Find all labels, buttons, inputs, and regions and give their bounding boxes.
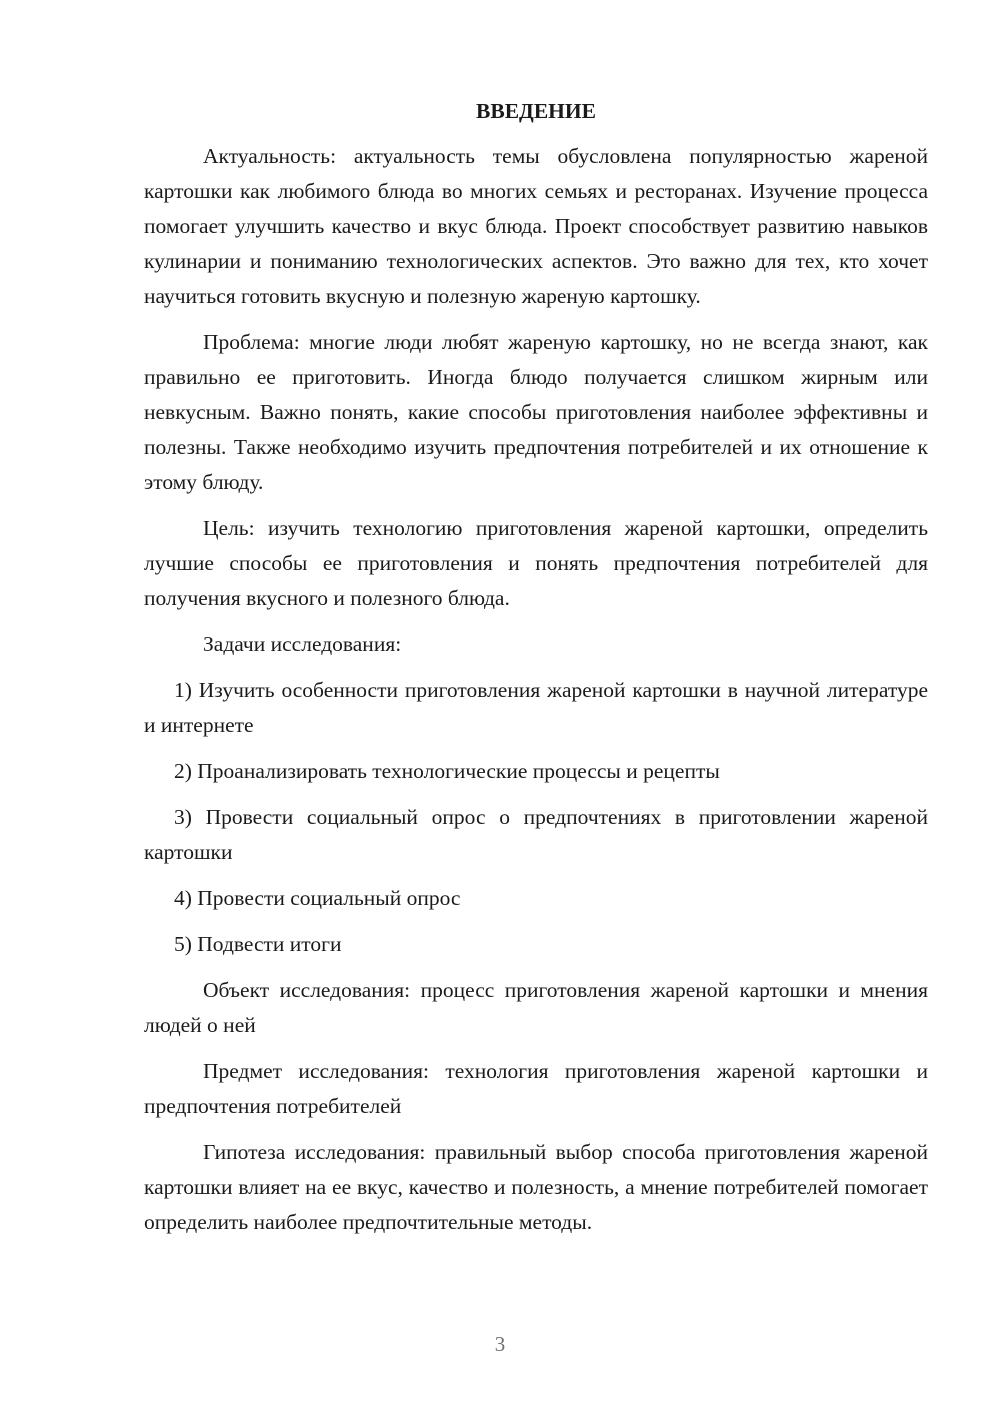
tasks-heading: Задачи исследования: bbox=[203, 632, 402, 656]
task-item: 1) Изучить особенности приготовления жареной картошки в научной литературе и интернете bbox=[144, 678, 928, 737]
paragraph-problem: Проблема: многие люди любят жареную картошку, но не всегда знают, как правильно ее приготовить. Иногда блюдо получается слишком жирным или невкусным. Важно понять, какие способы приготовления наиболее эффективны и полезны. Также необходимо изучить предпочтения потребителей и их отношение к этому блюду. bbox=[144, 330, 928, 494]
document-page bbox=[144, 95, 928, 1251]
task-item: 2) Проанализировать технологические процессы и рецепты bbox=[174, 759, 720, 783]
paragraph-hypothesis: Гипотеза исследования: правильный выбор способа приготовления жареной картошки влияет на ее вкус, качество и полезность, а мнение потребителей помогает определить наиболее предпочтительные методы. bbox=[144, 1140, 928, 1234]
page-title: ВВЕДЕНИЕ bbox=[476, 99, 596, 123]
paragraph-subject: Предмет исследования: технология приготовления жареной картошки и предпочтения потребителей bbox=[144, 1059, 928, 1118]
task-item: 4) Провести социальный опрос bbox=[174, 886, 461, 910]
page-number: 3 bbox=[494, 1332, 506, 1356]
task-item: 5) Подвести итоги bbox=[174, 932, 342, 956]
paragraph-object: Объект исследования: процесс приготовления жареной картошки и мнения людей о ней bbox=[144, 978, 928, 1037]
paragraph-goal: Цель: изучить технологию приготовления жареной картошки, определить лучшие способы ее приготовления и понять предпочтения потребителей для получения вкусного и полезного блюда. bbox=[144, 516, 928, 610]
task-item: 3) Провести социальный опрос о предпочтениях в приготовлении жареной картошки bbox=[144, 805, 928, 864]
paragraph-relevance: Актуальность: актуальность темы обусловлена популярностью жареной картошки как любимого блюда во многих семьях и ресторанах. Изучение процесса помогает улучшить качество и вкус блюда. Проект способствует развитию навыков кулинарии и пониманию технологических аспектов. Это важно для тех, кто хочет научиться готовить вкусную и полезную жареную картошку. bbox=[144, 144, 928, 308]
